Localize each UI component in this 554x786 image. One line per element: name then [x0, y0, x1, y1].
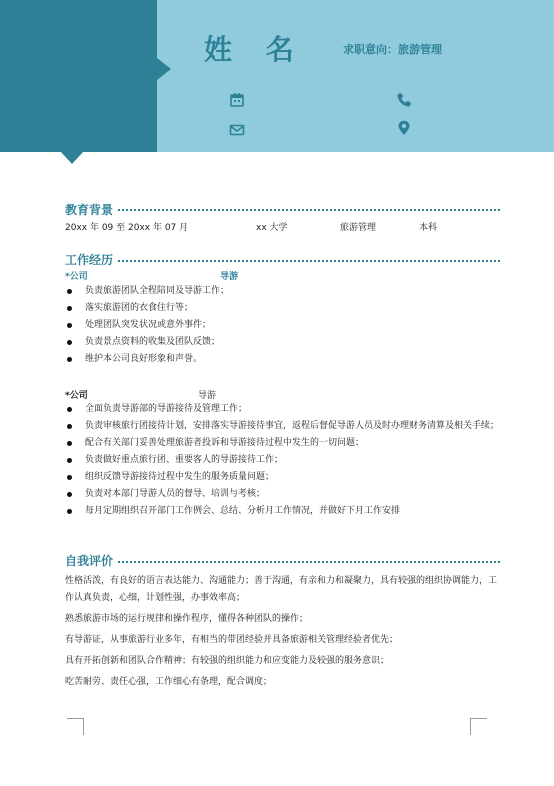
education-major: 旅游管理 [340, 223, 377, 233]
education-divider [118, 209, 500, 211]
list-item: 负责旅游团队全程陪同及导游工作； [65, 284, 505, 299]
self-eval-line: 有导游证，从事旅游行业多年，有相当的带团经验并具备旅游相关管理经验者优先； [65, 635, 399, 645]
work-divider [118, 260, 500, 262]
list-item: 负责景点资料的收集及团队反馈； [65, 335, 505, 350]
job-2-company: *公司 [65, 391, 88, 401]
location-icon [396, 120, 412, 136]
phone-icon [396, 92, 412, 108]
list-item: 负责做好重点旅行团、重要客人的导游接待工作； [65, 453, 505, 468]
self-eval-line: 吃苦耐劳、责任心强，工作细心有条理，配合调度； [65, 677, 273, 687]
list-item: 配合有关部门妥善处理旅游者投诉和导游接待过程中发生的一切问题； [65, 436, 505, 451]
list-item: 负责对本部门导游人员的督导、培训与考核； [65, 487, 505, 502]
name-title: 姓 名 [204, 33, 306, 66]
education-degree: 本科 [419, 223, 438, 233]
list-item: 处理团队突发状况或意外事件； [65, 318, 505, 333]
corner-mark-right [470, 718, 487, 735]
self-eval-text [65, 573, 505, 691]
education-school: xx 大学 [256, 223, 288, 233]
job-2-position: 导游 [198, 391, 217, 401]
calendar-icon [229, 92, 245, 108]
list-item: 每月定期组织召开部门工作例会、总结、分析月工作情况，并做好下月工作安排 [65, 504, 505, 519]
job-1-company: *公司 [65, 272, 88, 282]
self-eval-title: 自我评价 [65, 554, 114, 568]
email-icon [229, 122, 245, 138]
list-item: 组织反馈导游接待过程中发生的服务质量问题； [65, 470, 505, 485]
list-item: 维护本公司良好形象和声誉。 [65, 352, 505, 367]
list-item: 全面负责导游部的导游接待及管理工作； [65, 402, 505, 417]
education-title: 教育背景 [65, 203, 114, 217]
corner-mark-left [67, 718, 84, 735]
job-1-position: 导游 [220, 272, 239, 282]
job-1-duties [65, 284, 505, 369]
header-dark-block [0, 0, 157, 152]
job-2-duties [65, 402, 505, 521]
work-title: 工作经历 [65, 253, 114, 267]
header-tail [61, 152, 83, 164]
self-eval-line: 熟悉旅游市场的运行规律和操作程序，懂得各种团队的操作； [65, 614, 309, 624]
self-eval-divider [118, 561, 500, 563]
job-intent: 求职意向：旅游管理 [343, 43, 442, 56]
self-eval-line: 性格活泼，有良好的语言表达能力、沟通能力；善于沟通，有亲和力和凝聚力，具有较强的组织协调能力，工作认真负责，心细，计划性强，办事效率高； [65, 576, 498, 603]
education-period: 20xx 年 09 至 20xx 年 07 月 [65, 223, 189, 233]
list-item: 负责审核旅行团接待计划，安排落实导游接待事宜，返程后督促导游人员及时办理财务清算及相关手续； [65, 419, 505, 434]
header-arrow [157, 58, 171, 80]
list-item: 落实旅游团的衣食住行等； [65, 301, 505, 316]
self-eval-line: 具有开拓创新和团队合作精神；有较强的组织能力和应变能力及较强的服务意识； [65, 656, 390, 666]
